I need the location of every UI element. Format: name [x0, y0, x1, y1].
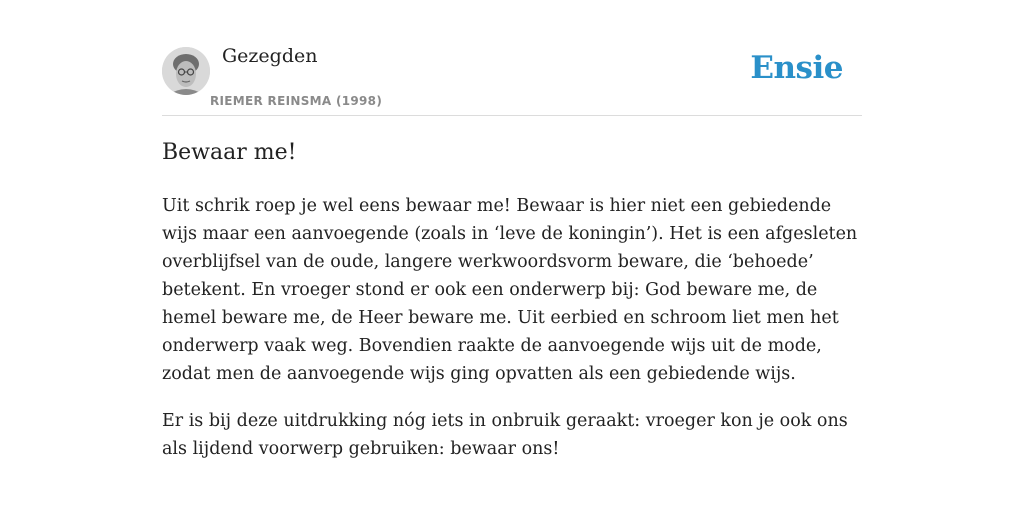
author-portrait-icon — [162, 47, 210, 95]
article-paragraph: Er is bij deze uitdrukking nóg iets in onbruik geraakt: vroeger kon je ook ons als lijdend voorwerp gebruiken: bewaar ons! — [162, 411, 848, 459]
brand-logo[interactable]: Ensie — [750, 50, 843, 86]
article-body — [162, 192, 862, 482]
article-title: Bewaar me! — [162, 140, 297, 165]
article-paragraph: Uit schrik roep je wel eens bewaar me! Bewaar is hier niet een gebiedende wijs maar een aanvoegende (zoals in ‘leve de koningin’). Het is een afgesleten overblijfsel van de oude, langere werkwoordsvorm beware, die ‘behoede’ betekent. En vroeger stond er ook een onderwerp bij: God beware me, de hemel beware me, de Heer beware me. Uit eerbied en schroom liet men het onderwerp vaak weg. Bovendien raakte de aanvoegende wijs uit de mode, zodat men de aanvoegende wijs ging opvatten als een gebiedende wijs. — [162, 196, 858, 384]
section-name[interactable]: Gezegden — [222, 45, 318, 67]
article-header — [162, 0, 862, 116]
article-card — [162, 0, 862, 512]
author-avatar[interactable] — [162, 47, 210, 95]
author-name[interactable]: RIEMER REINSMA (1998) — [210, 94, 383, 108]
